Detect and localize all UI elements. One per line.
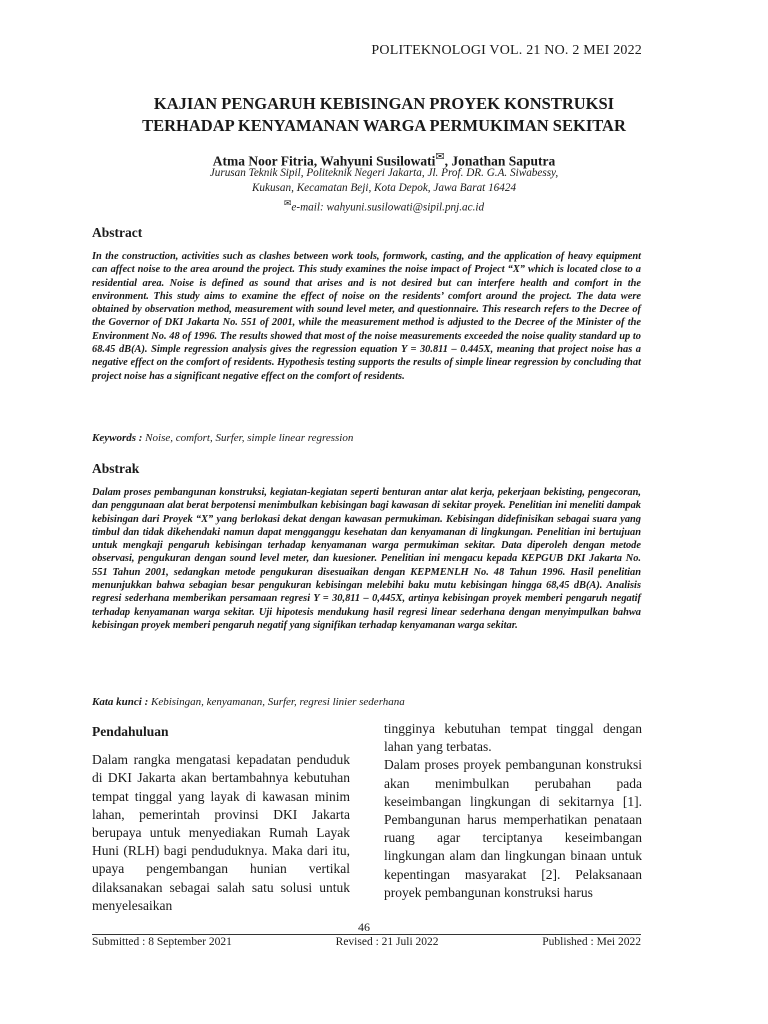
- kata-kunci-label: Kata kunci :: [92, 696, 149, 708]
- page-number: 46: [358, 920, 370, 934]
- keywords-text: Noise, comfort, Surfer, simple linear regression: [142, 432, 354, 444]
- footer-published: Published : Mei 2022: [542, 936, 641, 948]
- intro-paragraph-right-2: Dalam proses proyek pembangunan konstruksi akan menimbulkan perubahan pada keseimbangan lingkungan di sekitarnya [1]. Pembangunan harus memperhatikan penataan ruang agar terciptanya keseimbangan lingkungan alam dan lingkungan binaan untuk kepentingan masyarakat [2]. Pelaksanaan proyek pembangunan konstruksi harus: [384, 757, 642, 900]
- keywords-label: Keywords :: [92, 432, 143, 444]
- title-line-1: KAJIAN PENGARUH KEBISINGAN PROYEK KONSTRUKSI: [153, 94, 615, 113]
- abstrak-body: Dalam proses pembangunan konstruksi, kegiatan-kegiatan seperti benturan antar alat kerja, pekerjaan bekisting, pengecoran, dan penggunaan alat berat berpotensi menimbulkan kebisingan bagi kawasan di sekitar proyek. Penelitian ini meneliti dampak kebisingan dari Proyek “X” yang berlokasi dekat dengan kawasan permukiman. Kebisingan didefinisikan sebagai suara yang timbul dan tidak dikehendaki namun dapat mengganggu kesehatan dan kenyamanan di lingkungan. Penelitian ini bertujuan untuk mengkaji pengaruh kebisingan terhadap kenyamanan warga permukiman sekitar. Data diperoleh dengan metode observasi, pengukuran dengan sound level meter, dan kuesioner. Penelitian ini mengacu kepada KEPGUB DKI Jakarta No. 551 Tahun 2001, sedangkan metode pengukuran disesuaikan dengan KEPMENLH No. 48 Tahun 1996. Hasil penelitian menunjukkan bahwa sebagian besar pengukuran kebisingan melebihi baku mutu kebisingan hingga 68,45 dB(A). Analisis regresi sederhana memberikan persamaan regresi Y = 30,811 – 0,445X, artinya kebisingan proyek memberi pengaruh negatif terhadap kenyamanan warga sekitar. Uji hipotesis mendukung hasil regresi linear sederhana dengan menyimpulkan bahwa kebisingan proyek memberi pengaruh negatif yang signifikan terhadap kenyamanan warga sekitar.: [92, 487, 641, 631]
- affiliation-line-2: Kukusan, Kecamatan Beji, Kota Depok, Jawa Barat 16424: [251, 182, 517, 194]
- abstract-heading: Abstract: [92, 225, 143, 240]
- kata-kunci-text: Kebisingan, kenyamanan, Surfer, regresi linier sederhana: [148, 696, 405, 708]
- envelope-icon: ✉: [435, 151, 445, 163]
- footer-revised: Revised : 21 Juli 2022: [335, 936, 439, 948]
- body-column-left: [92, 720, 350, 915]
- abstract-body: In the construction, activities such as clashes between work tools, formwork, casting, and the application of heavy equipment can affect noise to the area around the project. This study examines the noise impact of Project “X” which is located close to a residential area. Noise is defined as sound that arises and is not desired but can interfere health and comfort in the environment. This study aims to examine the effect of noise on the residents’ comfort around the project. The data were obtained by observation method, measurement with sound level meter, and questionnaire. This research refers to the Decree of the Governor of DKI Jakarta No. 551 of 2001, while the measurement method is adjusted to the Decree of the Minister of the Environment No. 48 of 1996. The results showed that most of the noise measurements exceeded the noise quality standard up to 68.45 dB(A). Simple regression analysis gives the regression equation Y = 30.811 – 0.445X, meaning that project noise has a negative effect on the comfort of residents. Hypothesis testing supports the results of simple linear regression by concluding that project noise has a significant negative effect on the comfort of residents.: [92, 251, 641, 382]
- email-line: [60, 196, 708, 216]
- authors-text: Atma Noor Fitria, Wahyuni Susilowati: [212, 153, 436, 169]
- abstrak-heading: Abstrak: [92, 461, 140, 476]
- keywords: [92, 432, 641, 444]
- journal-header: POLITEKNOLOGI VOL. 21 NO. 2 MEI 2022: [371, 43, 642, 58]
- corresponding-email: e-mail: wahyuni.susilowati@sipil.pnj.ac.id: [291, 201, 485, 214]
- paper-title: [60, 93, 708, 137]
- section-heading-pendahuluan: Pendahuluan: [92, 724, 169, 739]
- body-column-right: [384, 720, 642, 902]
- footer-divider: [92, 934, 641, 935]
- affiliation: [60, 166, 708, 216]
- authors-text-tail: , Jonathan Saputra: [444, 153, 556, 169]
- envelope-icon: ✉: [283, 198, 292, 208]
- intro-paragraph-right-1: tingginya kebutuhan tempat tinggal dengan lahan yang terbatas.: [384, 721, 642, 755]
- footer: [92, 936, 641, 948]
- title-line-2: TERHADAP KENYAMANAN WARGA PERMUKIMAN SEKITAR: [142, 116, 626, 135]
- footer-submitted: Submitted : 8 September 2021: [92, 936, 232, 948]
- affiliation-line-1: Jurusan Teknik Sipil, Politeknik Negeri Jakarta, Jl. Prof. DR. G.A. Siwabessy,: [209, 167, 559, 179]
- kata-kunci: [92, 696, 641, 708]
- intro-paragraph-left: Dalam rangka mengatasi kepadatan penduduk di DKI Jakarta akan bertambahnya kebutuhan tempat tinggal yang layak di kawasan minim lahan, pemerintah provinsi DKI Jakarta berupaya untuk menyediakan Rumah Layak Huni (RLH) bagi penduduknya. Maka dari itu, upaya pengembangan hunian vertikal dilaksanakan sebagai salah satu solusi untuk menyelesaikan: [92, 752, 350, 913]
